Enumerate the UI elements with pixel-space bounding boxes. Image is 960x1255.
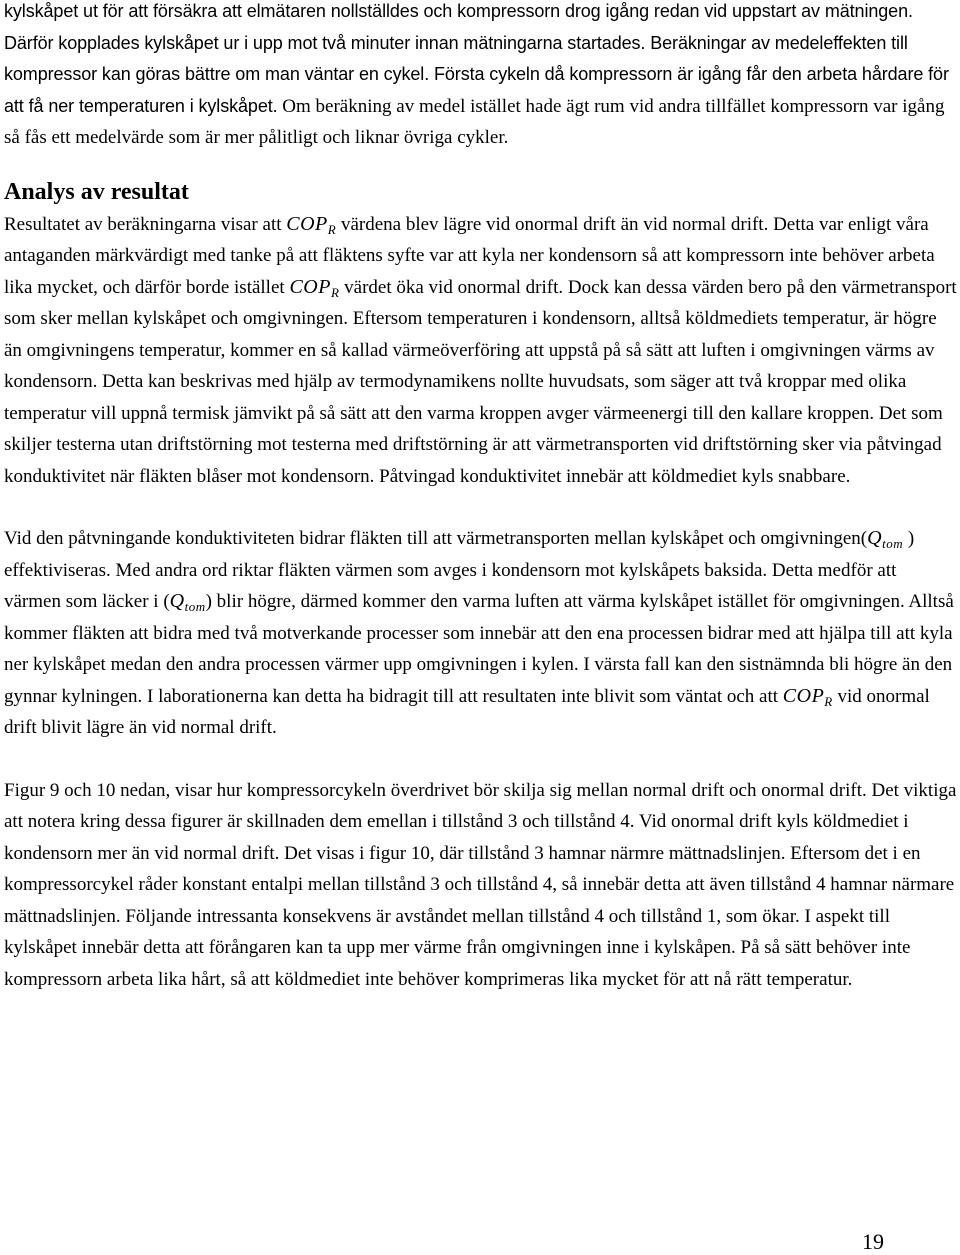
paragraph-intro bbox=[4, 0, 958, 154]
cop-symbol bbox=[289, 276, 339, 298]
cop-symbol-subscript: R bbox=[330, 284, 340, 300]
section-heading: Analys av resultat bbox=[4, 178, 189, 205]
q-symbol-subscript: tom bbox=[184, 599, 206, 614]
cop-symbol bbox=[783, 685, 833, 707]
q-symbol-base: Q bbox=[169, 590, 185, 612]
analysis-text-1: Resultatet av beräkningarna visar att bbox=[4, 213, 287, 235]
paragraph-intro-serif-part: Om beräkning av medel istället hade ägt rum vid andra tillfället kompressorn var igång så fås ett medelvärde som är mer pålitligt och liknar övriga cykler. bbox=[4, 95, 945, 148]
q-tom-symbol bbox=[170, 590, 206, 612]
paragraph-intro-sans-part: kylskåpet ut för att försäkra att elmätaren nollställdes och kompressorn drog igång redan vid uppstart av mätningen. Därför kopplades kylskåpet ur i upp mot två minuter innan mätningarna startades. Beräkningar av medeleffekten till kompressor kan göras bättre om man väntar en cykel. Första cykeln då kompressorn är igång får den arbeta hårdare för att få ner temperaturen i kylskåpet. bbox=[4, 1, 949, 116]
paragraph-figures: Figur 9 och 10 nedan, visar hur kompressorcykeln överdrivet bör skilja sig mellan normal drift och onormal drift. Det viktiga att notera kring dessa figurer är skillnaden dem emellan i tillstånd 3 och tillstånd 4. Vid onormal drift kyls köldmediet i kondensorn mer än vid normal drift. Det visas i figur 10, där tillstånd 3 hamnar närmre mättnadslinjen. Eftersom det i en kompressorcykel råder konstant entalpi mellan tillstånd 3 och tillstånd 4, så innebär detta att även tillstånd 4 hamnar närmare mättnadslinjen. Följande intressanta konsekvens är avståndet mellan tillstånd 4 och tillstånd 1, som ökar. I aspekt till kylskåpet innebär detta att förångaren kan ta upp mer värme från omgivningen inne i kylskåpen. På så sätt behöver inte kompressorn arbeta lika hårt, så att köldmediet inte behöver komprimeras lika mycket för att nå rätt temperatur. bbox=[4, 779, 957, 990]
cop-symbol-base: COP bbox=[782, 684, 825, 707]
cop-symbol-subscript: R bbox=[824, 693, 833, 709]
paragraph-analysis bbox=[4, 209, 958, 493]
fan-text-1: Vid den påtvningande konduktiviteten bidrar fläkten till att värmetransporten mellan kylskåpet och omgivningen( bbox=[4, 528, 868, 549]
fan-text-3: ) blir högre, därmed kommer den varma luften att värma kylskåpet istället för omgivningen. Alltså kommer fläkten att bidra med två motverkande processer som innebär att den ena processen bidrar med att hjälpa till att kyla ner kylskåpet medan den andra processen värmer upp omgivningen i kylen. I värsta fall kan den sistnämnda bli högre än den gynnar kylningen. I laborationerna kan detta ha bidragit till att resultaten inte blivit som väntat och att bbox=[4, 591, 954, 707]
q-symbol-base: Q bbox=[867, 527, 883, 549]
q-tom-symbol bbox=[867, 527, 903, 549]
analysis-text-3: värdet öka vid onormal drift. Dock kan dessa värden bero på den värmetransport som sker mellan kylskåpet och omgivningen. Eftersom temperaturen i kondensorn, alltså köldmediets temperatur, är högre än omgivningens temperatur, kommer en så kallad värmeöverföring att uppstå på så sätt att luften i omgivningen värms av kondensorn. Detta kan beskrivas med hjälp av termodynamikens nollte huvudsats, som säger att två kroppar med olika temperatur vill uppnå termisk jämvikt på så sätt att den varma kroppen avger värmeenergi till den kallare kroppen. Det som skiljer testerna utan driftstörning mot testerna med driftstörning är att värmetransporten vid driftstörning sker via påtvingad konduktivitet när fläkten blåser mot kondensorn. Påtvingad konduktivitet innebär att köldmediet kyls snabbare. bbox=[4, 276, 957, 487]
document-page bbox=[4, 0, 958, 995]
fan-text-2: ) effektiviseras. Med andra ord riktar fläkten värmen som avges i kondensorn mot kylskåpets baksida. Detta medför att värmen som läcker i ( bbox=[4, 528, 915, 612]
page-number: 19 bbox=[862, 1229, 884, 1254]
fan-text-4: vid onormal drift blivit lägre än vid normal drift. bbox=[4, 685, 930, 738]
cop-symbol-subscript: R bbox=[327, 221, 337, 237]
q-symbol-subscript: tom bbox=[882, 536, 904, 551]
cop-symbol-base: COP bbox=[289, 275, 331, 298]
cop-symbol-base: COP bbox=[286, 212, 328, 235]
cop-symbol bbox=[286, 213, 336, 235]
analysis-text-2: värdena blev lägre vid onormal drift än vid normal drift. Detta var enligt våra antaganden märkvärdigt med tanke på att fläktens syfte var att kyla ner kondensorn så att kompressorn inte behöver arbeta lika mycket, och därför borde istället bbox=[4, 213, 935, 298]
paragraph-fan-conductivity bbox=[4, 523, 958, 744]
